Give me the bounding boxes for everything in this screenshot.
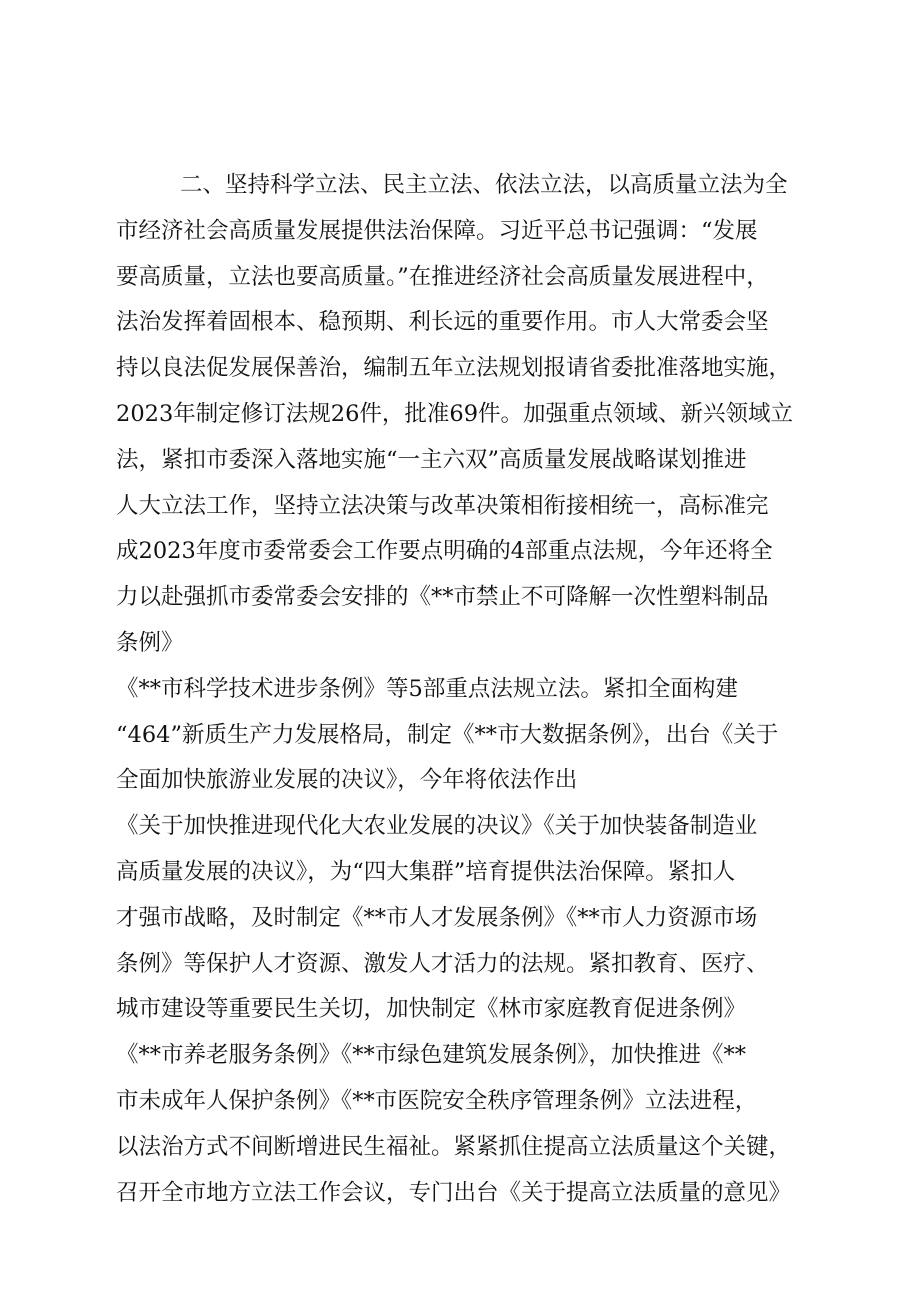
text-line-19: 城市建设等重要民生关切，加快制定《林市家庭教育促进条例》	[116, 996, 747, 1023]
text-line-15: 《关于加快推进现代化大农业发展的决议》《关于加快装备制造业	[116, 813, 758, 840]
text-line-6: 2023年制定修订法规26件，批准69件。加强重点领域、新兴领域立	[116, 400, 794, 427]
text-line-21: 市未成年人保护条例》《**市医院安全秩序管理条例》立法进程，	[116, 1087, 758, 1114]
text-line-17: 才强市战略，及时制定《**市人才发展条例》《**市人力资源市场	[116, 904, 758, 931]
text-line-14: 全面加快旅游业发展的决议》，今年将依法作出	[116, 767, 578, 794]
text-line-8: 人大立法工作，坚持立法决策与改革决策相衔接相统一，高标准完	[116, 492, 769, 519]
text-line-23: 召开全市地方立法工作会议，专门出台《关于提高立法质量的意见》	[116, 1179, 792, 1206]
text-line-22: 以法治方式不间断增进民生福祉。紧紧抓住提高立法质量这个关键，	[116, 1133, 792, 1160]
text-line-9: 成2023年度市委常委会工作要点明确的4部重点法规，今年还将全	[116, 538, 773, 565]
text-line-4: 法治发挥着固根本、稳预期、利长远的重要作用。市人大常委会坚	[116, 309, 769, 336]
text-line-7: 法，紧扣市委深入落地实施“一主六双”高质量发展战略谋划推进	[116, 446, 747, 473]
text-line-2: 市经济社会高质量发展提供法治保障。习近平总书记强调：“发展	[116, 217, 758, 244]
text-line-10: 力以赴强抓市委常委会安排的《**市禁止不可降解一次性塑料制品	[116, 584, 769, 611]
text-line-3: 要高质量，立法也要高质量。”在推进经济社会高质量发展进程中，	[116, 263, 769, 290]
text-line-16: 高质量发展的决议》，为“四大集群”培育提供法治保障。紧扣人	[116, 858, 736, 885]
text-line-18: 条例》等保护人才资源、激发人才活力的法规。紧扣教育、医疗、	[116, 950, 769, 977]
text-line-20: 《**市养老服务条例》《**市绿色建筑发展条例》，加快推进《**	[116, 1042, 747, 1069]
body-paragraph	[116, 163, 816, 1216]
text-line-1: 二、坚持科学立法、民主立法、依法立法，以高质量立法为全	[180, 172, 788, 198]
text-line-12: 《**市科学技术进步条例》等5部重点法规立法。紧扣全面构建	[116, 675, 738, 702]
text-line-13: “464”新质生产力发展格局，制定《**市大数据条例》，出台《关于	[116, 721, 779, 748]
text-line-5: 持以良法促发展保善治，编制五年立法规划报请省委批准落地实施，	[116, 355, 792, 382]
text-line-11: 条例》	[116, 629, 184, 656]
